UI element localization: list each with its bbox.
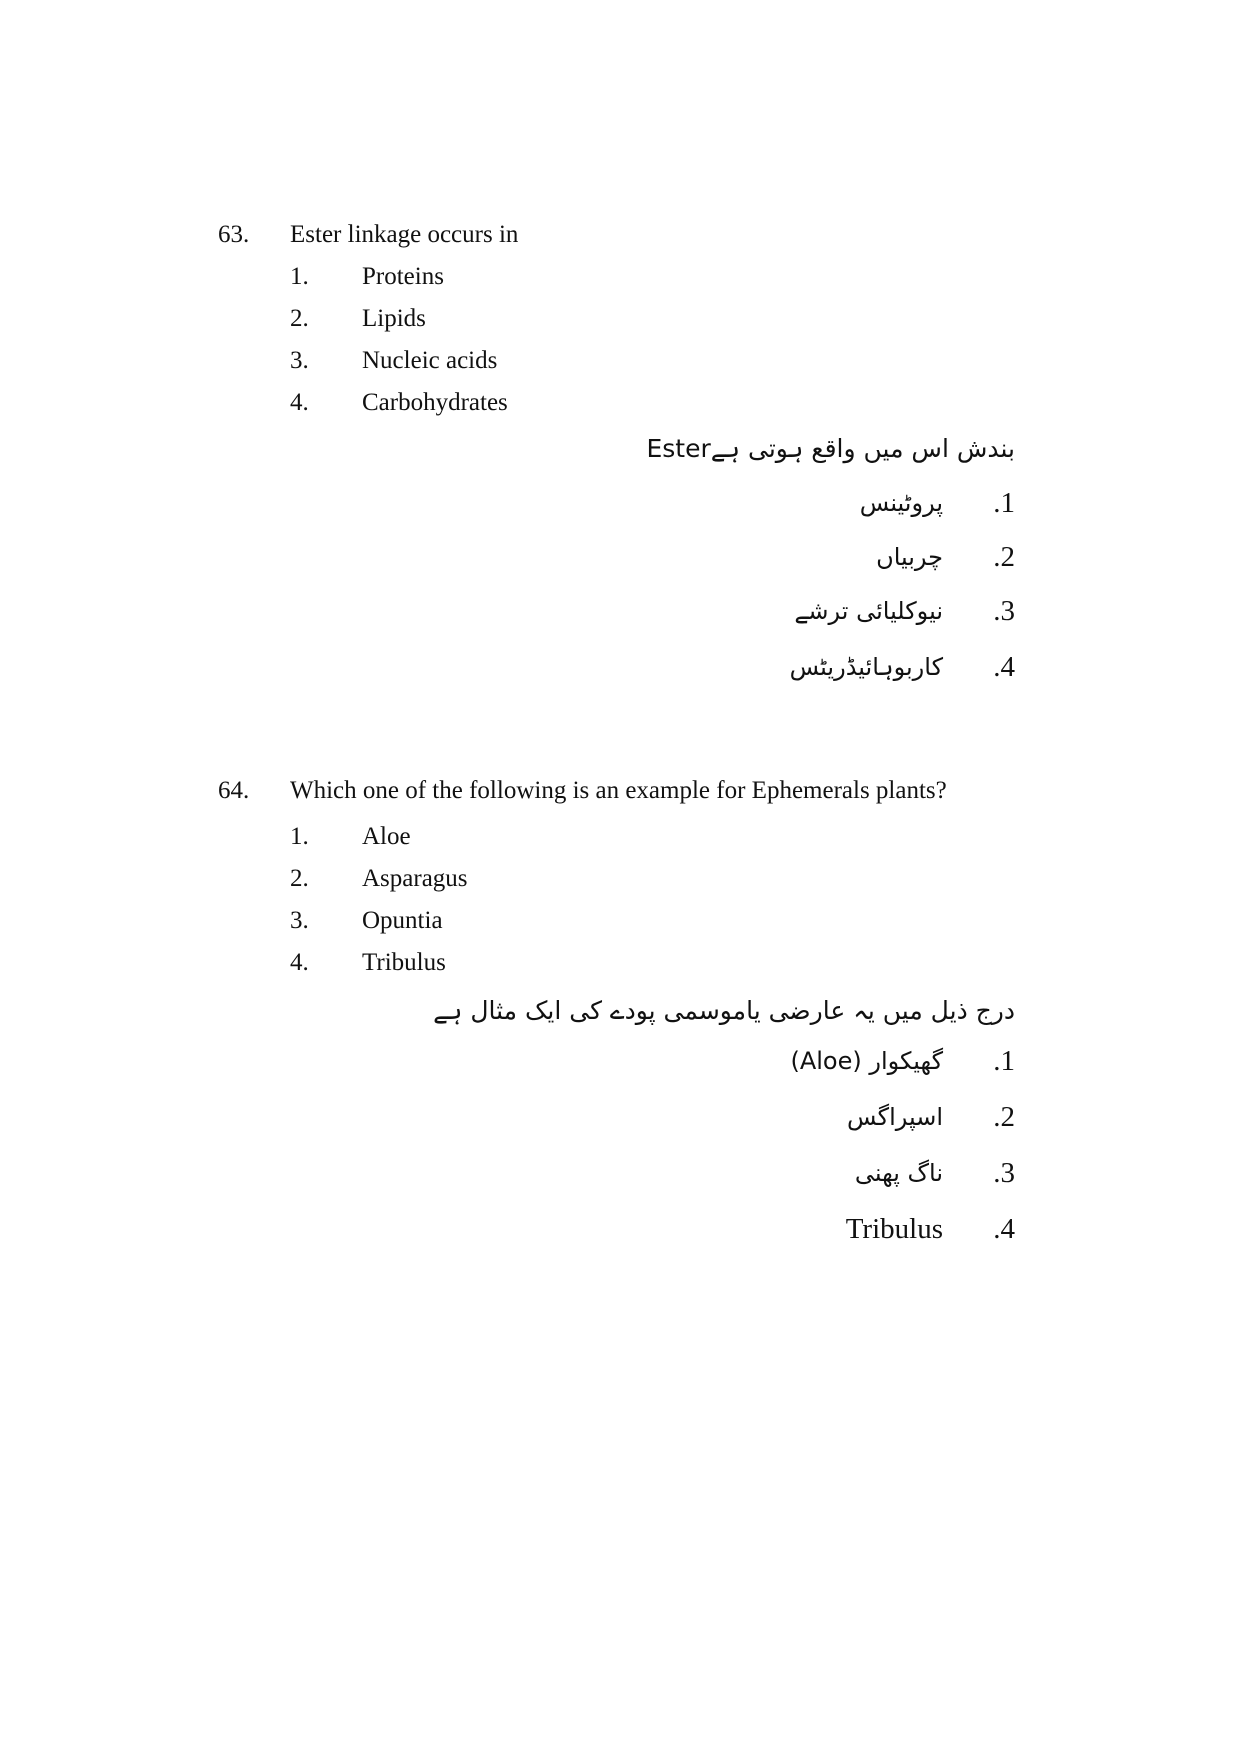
question-text: Ester linkage occurs in bbox=[290, 221, 519, 248]
option-number: 3. bbox=[290, 907, 309, 934]
urdu-option-number: .3 bbox=[993, 1157, 1015, 1189]
option-text: Proteins bbox=[362, 263, 444, 290]
option-number: 2. bbox=[290, 865, 309, 892]
question-text: Which one of the following is an example for Ephemerals plants? bbox=[290, 777, 947, 804]
urdu-question-text: Esterبندش اس میں واقع ہوتی ہے bbox=[646, 434, 1015, 463]
urdu-option-text: نیوکلیائی ترشے bbox=[794, 597, 943, 625]
option-text: Nucleic acids bbox=[362, 347, 498, 374]
urdu-option-number: .4 bbox=[993, 1213, 1015, 1245]
urdu-option-number: .1 bbox=[993, 487, 1015, 519]
option-number: 2. bbox=[290, 305, 309, 332]
option-number: 1. bbox=[290, 263, 309, 290]
urdu-option-text: Tribulus bbox=[845, 1213, 943, 1245]
option-text: Carbohydrates bbox=[362, 389, 508, 416]
option-number: 4. bbox=[290, 389, 309, 416]
urdu-option-number: .2 bbox=[993, 541, 1015, 573]
urdu-option-number: .1 bbox=[993, 1045, 1015, 1077]
option-text: Opuntia bbox=[362, 907, 443, 934]
option-text: Aloe bbox=[362, 823, 411, 850]
urdu-option-text: اسپراگس bbox=[847, 1103, 943, 1131]
option-text: Tribulus bbox=[362, 949, 446, 976]
urdu-option-number: .2 bbox=[993, 1101, 1015, 1133]
option-number: 3. bbox=[290, 347, 309, 374]
option-text: Lipids bbox=[362, 305, 426, 332]
urdu-option-number: .4 bbox=[993, 651, 1015, 683]
option-number: 1. bbox=[290, 823, 309, 850]
urdu-option-number: .3 bbox=[993, 595, 1015, 627]
option-number: 4. bbox=[290, 949, 309, 976]
urdu-option-text: ناگ پھنی bbox=[854, 1159, 943, 1187]
urdu-option-text: کاربوہائیڈریٹس bbox=[789, 653, 943, 681]
option-text: Asparagus bbox=[362, 865, 468, 892]
question-number: 63. bbox=[218, 221, 250, 248]
urdu-option-text: گھیکوار (Aloe) bbox=[790, 1047, 943, 1075]
urdu-option-text: چربیاں bbox=[876, 543, 943, 571]
urdu-question-text: درج ذیل میں یہ عارضی یاموسمی پودے کی ایک مثال ہے bbox=[433, 996, 1015, 1025]
question-number: 64. bbox=[218, 777, 250, 804]
urdu-option-text: پروٹینس bbox=[859, 489, 943, 517]
